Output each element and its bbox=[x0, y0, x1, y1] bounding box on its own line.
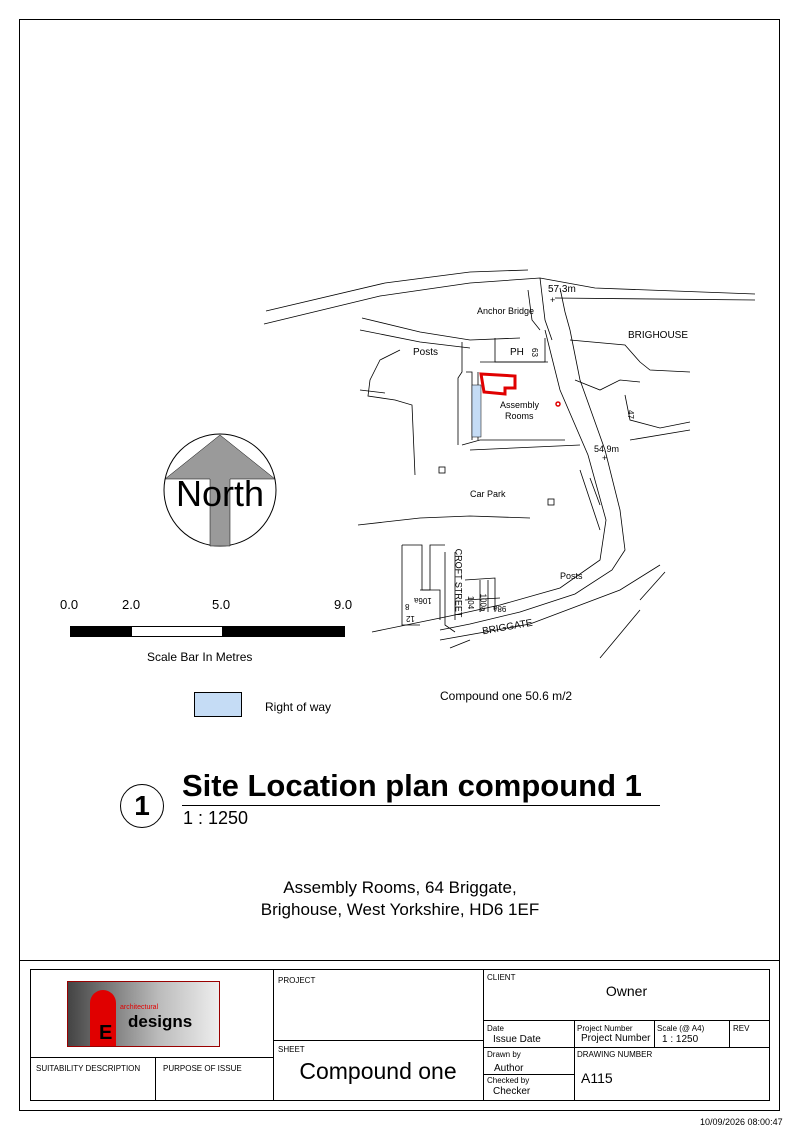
rooms-label: Rooms bbox=[505, 411, 534, 421]
number-label: 106a bbox=[414, 596, 432, 605]
suitability-label: SUITABILITY DESCRIPTION bbox=[36, 1064, 141, 1073]
checked-by-value: Checker bbox=[493, 1086, 531, 1097]
scale-bar-segment bbox=[131, 626, 223, 637]
scale-tick: 9.0 bbox=[334, 597, 353, 612]
purpose-label: PURPOSE OF ISSUE bbox=[163, 1064, 242, 1073]
drawing-number-label: DRAWING NUMBER bbox=[577, 1050, 653, 1059]
scale-tick: 0.0 bbox=[60, 597, 79, 612]
view-number: 1 bbox=[120, 784, 164, 828]
posts-label: Posts bbox=[413, 347, 439, 358]
number-label: 8 bbox=[405, 602, 410, 611]
briggate-label: BRIGGATE bbox=[481, 617, 534, 638]
timestamp: 10/09/2026 08:00:47 bbox=[700, 1117, 783, 1127]
assembly-label: Assembly bbox=[500, 400, 540, 410]
rev-label: REV bbox=[733, 1024, 750, 1033]
number-label: 98a bbox=[493, 604, 507, 613]
number-label: 12 bbox=[406, 614, 415, 623]
logo-letter: E bbox=[99, 1022, 113, 1044]
drawn-by-value: Author bbox=[494, 1063, 524, 1074]
date-label: Date bbox=[487, 1024, 504, 1033]
right-of-way-swatch bbox=[194, 692, 242, 717]
address-line-2: Brighouse, West Yorkshire, HD6 1EF bbox=[260, 900, 540, 919]
checked-by-label: Checked by bbox=[487, 1076, 530, 1085]
scale-tick: 2.0 bbox=[122, 597, 141, 612]
project-label: PROJECT bbox=[278, 976, 316, 985]
drawn-by-label: Drawn by bbox=[487, 1050, 521, 1059]
scale-bar-caption: Scale Bar In Metres bbox=[147, 650, 253, 664]
posts-label: Posts bbox=[560, 571, 583, 581]
sheet-label: SHEET bbox=[278, 1045, 305, 1054]
sheet-value: Compound one bbox=[299, 1058, 457, 1084]
title-underline bbox=[182, 805, 660, 806]
spot-height-label: 57.3m bbox=[548, 284, 576, 295]
client-label: CLIENT bbox=[487, 973, 516, 982]
number-label: 100a bbox=[478, 593, 488, 612]
logo-small-text: architectural bbox=[120, 1004, 159, 1011]
project-number-label: Project Number bbox=[577, 1024, 633, 1033]
view-scale: 1 : 1250 bbox=[183, 808, 249, 828]
scale-bar-segment bbox=[70, 626, 132, 637]
car-park-label: Car Park bbox=[470, 489, 506, 499]
scale-label: Scale (@ A4) bbox=[657, 1024, 705, 1033]
scale-tick: 5.0 bbox=[212, 597, 231, 612]
title-block bbox=[30, 969, 770, 1101]
right-of-way-label: Right of way bbox=[265, 700, 332, 714]
logo-text: designs bbox=[128, 1012, 193, 1031]
date-value: Issue Date bbox=[493, 1034, 541, 1045]
scale-value: 1 : 1250 bbox=[662, 1034, 699, 1045]
ph-label: PH bbox=[510, 347, 524, 358]
anchor-bridge-label: Anchor Bridge bbox=[477, 306, 535, 316]
drawing-number-value: A115 bbox=[581, 1070, 613, 1086]
company-logo bbox=[67, 981, 220, 1047]
number-label: 63 bbox=[529, 348, 539, 357]
client-value: Owner bbox=[605, 983, 648, 999]
north-label: North bbox=[175, 473, 265, 514]
address-line-1: Assembly Rooms, 64 Briggate, bbox=[283, 878, 517, 897]
svg-text:+: + bbox=[602, 453, 608, 463]
scale-bar-segment bbox=[222, 626, 345, 637]
svg-text:+: + bbox=[550, 295, 556, 305]
number-label: 47 bbox=[625, 410, 635, 419]
number-label: 104 bbox=[466, 595, 476, 610]
project-number-value: Project Number bbox=[581, 1033, 651, 1044]
divider bbox=[19, 960, 780, 961]
view-title: Site Location plan compound 1 bbox=[182, 768, 642, 803]
brighouse-label: BRIGHOUSE bbox=[628, 330, 689, 341]
croft-street-label: CROFT STREET bbox=[453, 548, 464, 618]
spot-height-label: 54.9m bbox=[594, 444, 620, 454]
area-note: Compound one 50.6 m/2 bbox=[440, 689, 573, 703]
